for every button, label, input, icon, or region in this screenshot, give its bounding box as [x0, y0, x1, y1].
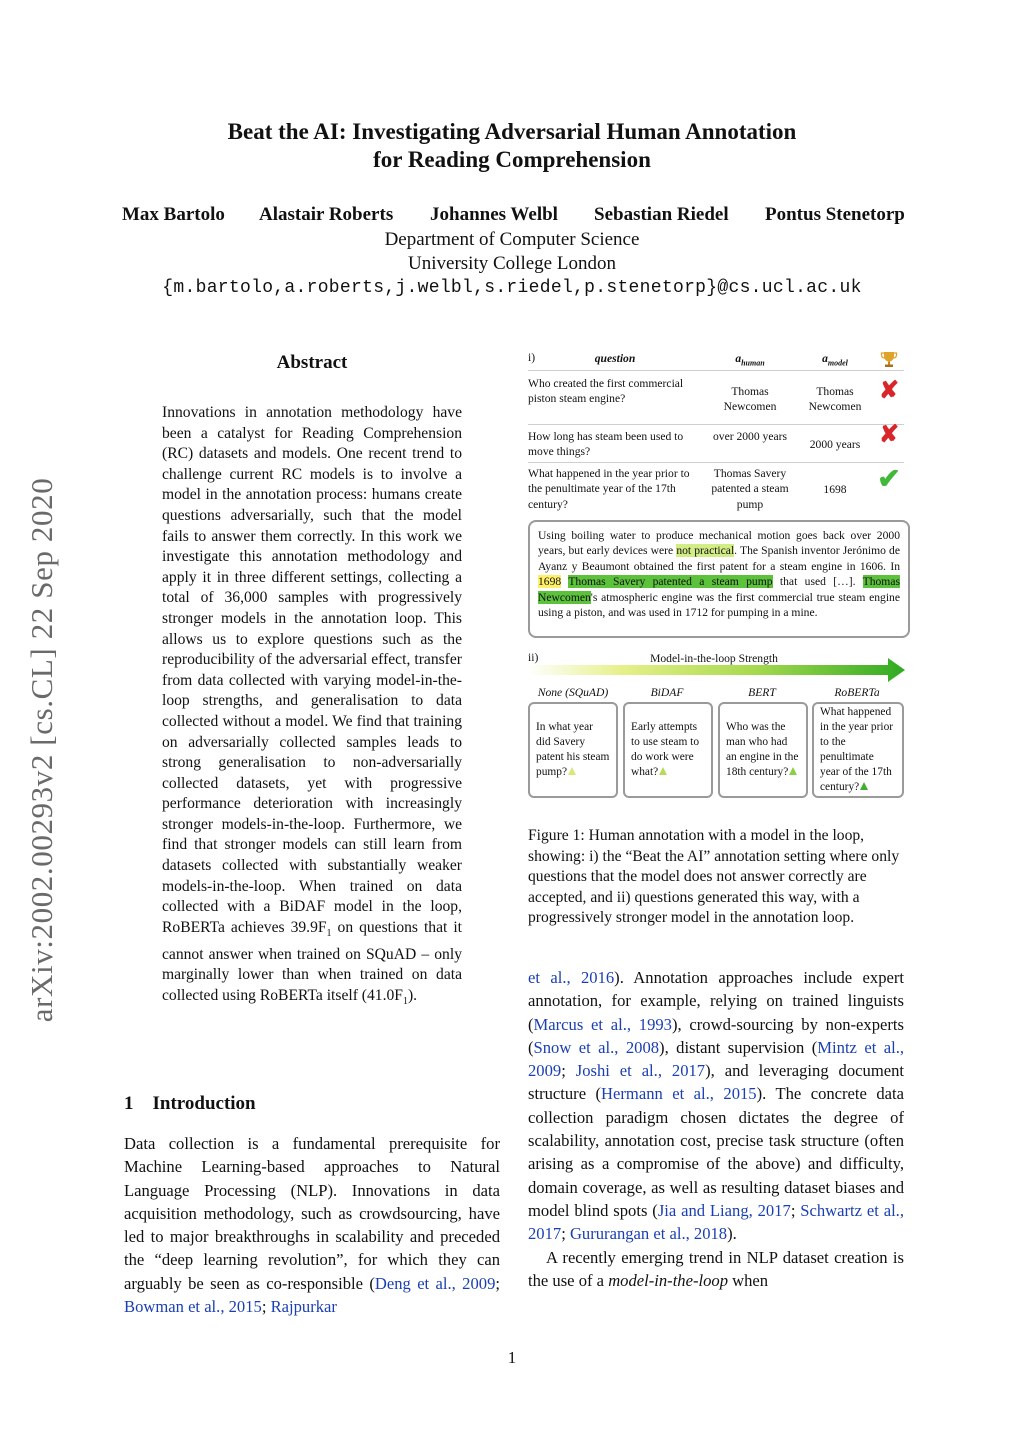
abstract-text-part: Innovations in annotation methodology have been a catalyst for Reading Comprehension (RC) datasets and models. One recent trend to challenge current RC models is to involve a model in the annotation process: humans create questions adversarially, such that the model fails to answer them correctly. In this work we investigate this annotation methodology and apply it in three different settings, collecting a total of 36,000 samples with progressively stronger models in the annotation loop. This allows us to explore questions such as the reproducibility of the adversarial effect, transfer from data collected with varying model-in-the-loop strengths, and generalisation to data collected without a model. We find that training on adversarially collected samples leads to strong generalisation to non-adversarially collected datasets, yet with progressive performance deterioration with increasingly stronger models-in-the-loop. Furthermore, we find that stronger models can still learn from datasets collected with substantially weaker models-in-the-loop. When trained on data collected with a BiDAF model in the loop, RoBERTa achieves 39.9F — [162, 404, 462, 936]
subscript-f1: 1 — [326, 927, 332, 939]
triangle-icon — [860, 782, 868, 790]
question-cell: Who created the first commercial piston steam engine? — [528, 377, 684, 406]
right-column-paragraph — [528, 1246, 904, 1293]
page-number: 1 — [507, 1348, 517, 1367]
passage-text: 's atmospheric engine was the first commercial true steam engine using a piston, and was used in 1712 for pumping in a mine. — [538, 590, 900, 620]
figure-part-i-label: i) — [528, 351, 536, 364]
context-passage-box — [528, 520, 910, 638]
model-label-bert: BERT — [748, 686, 776, 699]
abstract-text — [162, 403, 462, 1012]
passage-text: . The Spanish inventor Jerónimo de Ayanz y Beaumont obtained the first patent for a steam engine in 1606. In — [538, 544, 900, 573]
paragraph-text: ). — [727, 1224, 737, 1244]
introduction-paragraph: Data collection is a fundamental prerequisite for Machine Learning-based approaches to Natural Language Processing (NLP). Innovations in data acquisition methodology, such as crowdsourcing, have led to major breakthroughs in scalability and preceded the “deep learning revolution”, for which they can arguably be seen as co-responsible (Deng et al., 2009; Bowman et al., 2015; Rajpurkar — [124, 1134, 500, 1317]
abstract-text-part: on questions that it cannot answer when trained on SQuAD – only marginally lower than when trained on data collected using RoBERTa itself (41.0F — [162, 918, 462, 1004]
paragraph-text: when — [728, 1270, 769, 1290]
triangle-icon — [789, 767, 797, 775]
triangle-icon — [568, 767, 576, 775]
author-name: Sebastian Riedel — [594, 204, 729, 225]
author-name: Johannes Welbl — [430, 204, 558, 225]
paragraph-text: ), crowd-sourcing by non-experts ( — [528, 1014, 904, 1057]
citation-link[interactable]: Joshi et al., 2017 — [575, 1061, 706, 1081]
section-title: Introduction — [152, 1093, 256, 1114]
section-heading-introduction — [124, 1093, 256, 1115]
example-question-text: In what year did Savery patent his steam pump? — [536, 721, 610, 778]
column-header-human-answer — [704, 351, 796, 371]
passage-text: that used […]. — [772, 575, 863, 589]
cross-mark-icon: ✘ — [878, 422, 900, 448]
human-answer-cell: Thomas Savery patented a steam pump — [711, 467, 789, 511]
abstract-text-part: ). — [407, 986, 418, 1004]
table-rule — [528, 424, 904, 425]
model-label-roberta: RoBERTa — [834, 686, 880, 699]
trophy-icon — [880, 350, 898, 368]
example-question-text: Who was the man who had an engine in the 18th century? — [726, 721, 799, 778]
example-question-text: Early attempts to use steam to do work were what? — [631, 721, 700, 778]
author-name: Pontus Stenetorp — [765, 204, 905, 225]
citation-link[interactable]: Rajpurkar — [270, 1297, 337, 1317]
strength-axis-label: Model-in-the-loop Strength — [650, 652, 778, 665]
human-answer-cell: over 2000 years — [712, 430, 788, 443]
affiliation-university: University College London — [408, 253, 616, 274]
table-rule — [528, 462, 904, 463]
model-answer-cell: Thomas Newcomen — [808, 385, 862, 414]
example-question-box — [623, 702, 713, 798]
right-column-body — [528, 966, 904, 1292]
strength-arrow — [528, 658, 906, 684]
affiliation-department: Department of Computer Science — [384, 229, 640, 250]
table-rule — [528, 370, 904, 371]
author-name: Alastair Roberts — [259, 204, 394, 225]
citation-link[interactable]: Jia and Liang, 2017 — [657, 1200, 791, 1220]
subscript-f1: 1 — [402, 995, 408, 1007]
section-number: 1 — [124, 1093, 134, 1114]
highlight-answer-span: Thomas Savery patented a steam pump — [568, 575, 773, 589]
arxiv-identifier: arXiv:2002.00293v2 [cs.CL] 22 Sep 2020 — [24, 477, 59, 1023]
highlight-answer-span: 1698 — [538, 575, 562, 589]
citation-link[interactable]: Mintz et al., 2009 — [528, 1037, 905, 1081]
column-header-model-answer — [794, 351, 876, 371]
model-answer-cell: 2000 years — [809, 438, 861, 451]
model-label-bidaf: BiDAF — [650, 686, 684, 699]
header-subscript: model — [827, 358, 848, 368]
check-mark-icon: ✔ — [877, 464, 901, 495]
column-header-question: question — [594, 352, 636, 365]
human-answer-cell: Thomas Newcomen — [723, 385, 777, 414]
author-emails: {m.bartolo,a.roberts,j.welbl,s.riedel,p.stenetorp}@cs.ucl.ac.uk — [162, 278, 862, 298]
paragraph-text: ; — [790, 1200, 801, 1220]
header-subscript: human — [741, 358, 765, 368]
citation-link[interactable]: Marcus et al., 1993 — [533, 1014, 672, 1034]
intro-text: Data collection is a fundamental prerequisite for Machine Learning-based approaches to Natural Language Processing (NLP). Innovations in data acquisition methodology, such as crowdsourcing, have led to major breakthroughs in scalability and preceded the “deep learning revolution”, for which they can arguably be seen as co-responsible ( — [124, 1134, 500, 1293]
question-cell: What happened in the year prior to the penultimate year of the 17th century? — [528, 467, 690, 511]
citation-link[interactable]: Gururangan et al., 2018 — [569, 1224, 728, 1244]
paper-title-line-1: Beat the AI: Investigating Adversarial Human Annotation — [227, 119, 797, 144]
paper-title-line-2: for Reading Comprehension — [373, 147, 651, 172]
paragraph-text: A recently emerging trend in NLP dataset creation is the use of a — [528, 1247, 904, 1290]
model-label-none: None (SQuAD) — [537, 686, 609, 699]
paragraph-text: ). The concrete data collection paradigm chosen dictates the degree of scalability, annotation cost, precise task structure (often arising as a compromise of the above) and difficulty, domain coverage, as well as resulting dataset biases and model blind spots ( — [528, 1084, 904, 1220]
citation-link[interactable]: Schwartz et al., 2017 — [528, 1200, 904, 1244]
header-symbol: a — [822, 352, 828, 365]
author-name: Max Bartolo — [122, 204, 225, 225]
model-answer-cell: 1698 — [823, 483, 847, 496]
example-question-box — [528, 702, 618, 798]
paragraph-text: ; — [561, 1224, 570, 1244]
right-column-paragraph — [528, 966, 904, 1246]
abstract-heading: Abstract — [276, 352, 348, 373]
example-question-box — [718, 702, 808, 798]
figure-1 — [528, 348, 906, 808]
paragraph-text: ; — [561, 1061, 576, 1081]
figure-1-caption: Figure 1: Human annotation with a model in the loop, showing: i) the “Beat the AI” annotation setting where only questions that the model does not answer correctly are accepted, and ii) questions generated this way, with a progressively stronger model in the annotation loop. — [528, 827, 900, 927]
citation-link[interactable]: et al., 2016 — [528, 968, 615, 987]
example-question-text: What happened in the year prior to the penultimate year of the 17th century? — [820, 706, 894, 793]
passage-text: Using boiling water to produce mechanical motion goes back over 2000 years, but early devices were — [538, 529, 900, 558]
triangle-icon — [659, 767, 667, 775]
citation-link[interactable]: Bowman et al., 2015 — [124, 1297, 262, 1317]
highlight-answer-span: Thomas Newcomen — [538, 575, 900, 604]
paragraph-text: ). Annotation approaches include expert annotation, for example, relying on trained linguists ( — [528, 968, 904, 1034]
emphasis-text: model-in-the-loop — [608, 1270, 728, 1290]
cross-mark-icon: ✘ — [878, 378, 900, 404]
example-question-box — [812, 702, 904, 798]
header-symbol: a — [735, 352, 742, 365]
paragraph-text: ), and leveraging document structure ( — [528, 1061, 904, 1104]
citation-link[interactable]: Deng et al., 2009 — [374, 1273, 496, 1293]
highlight-answer-span: not practical — [676, 544, 735, 558]
question-cell: How long has steam been used to move things? — [528, 430, 684, 459]
citation-link[interactable]: Snow et al., 2008 — [533, 1037, 660, 1057]
paragraph-text: ), distant supervision ( — [659, 1037, 818, 1057]
citation-link[interactable]: Hermann et al., 2015 — [601, 1084, 757, 1104]
figure-part-ii-label: ii) — [528, 651, 539, 664]
